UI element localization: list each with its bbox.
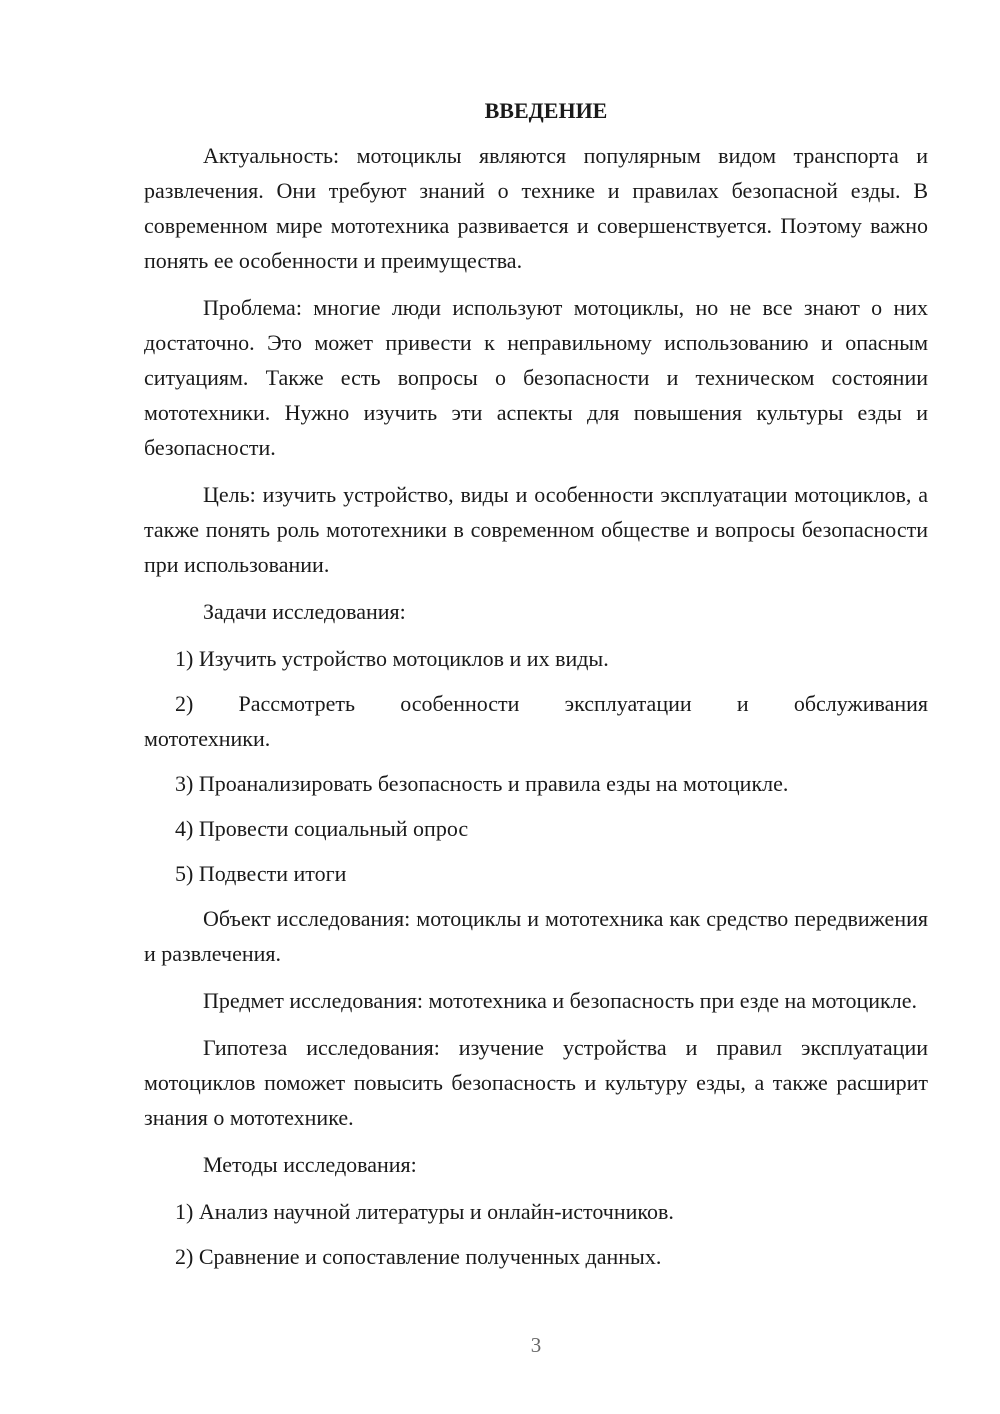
task-item: 5) Подвести итоги	[175, 861, 347, 886]
method-item: 2) Сравнение и сопоставление полученных данных.	[175, 1244, 662, 1269]
task-item: 1) Изучить устройство мотоциклов и их виды.	[175, 646, 609, 671]
goal-paragraph: Цель: изучить устройство, виды и особенности эксплуатации мотоциклов, а также понять роль мототехники в современном обществе и вопросы безопасности при использовании.	[144, 482, 928, 577]
relevance-paragraph: Актуальность: мотоциклы являются популярным видом транспорта и развлечения. Они требуют знаний о технике и правилах безопасной езды. В современном мире мототехника развивается и совершенствуется. Поэтому важно понять ее особенности и преимущества.	[144, 143, 928, 273]
methods-heading: Методы исследования:	[203, 1152, 417, 1177]
section-title: ВВЕДЕНИЕ	[484, 98, 608, 123]
page-content	[144, 96, 928, 1284]
page-number: 3	[530, 1333, 542, 1357]
tasks-heading: Задачи исследования:	[203, 599, 406, 624]
method-item: 1) Анализ научной литературы и онлайн-источников.	[175, 1199, 674, 1224]
subject-paragraph: Предмет исследования: мототехника и безопасность при езде на мотоцикле.	[203, 988, 917, 1013]
object-paragraph: Объект исследования: мотоциклы и мототехника как средство передвижения и развлечения.	[144, 906, 928, 966]
problem-paragraph: Проблема: многие люди используют мотоциклы, но не все знают о них достаточно. Это может привести к неправильному использованию и опасным ситуациям. Также есть вопросы о безопасности и техническом состоянии мототехники. Нужно изучить эти аспекты для повышения культуры езды и безопасности.	[144, 295, 928, 460]
hypothesis-paragraph: Гипотеза исследования: изучение устройства и правил эксплуатации мотоциклов поможет повысить безопасность и культуру езды, а также расширит знания о мототехнике.	[144, 1035, 928, 1130]
task-item: 3) Проанализировать безопасность и правила езды на мотоцикле.	[175, 771, 789, 796]
task-item: 2) Рассмотреть особенности эксплуатации и обслуживания мототехники.	[144, 691, 928, 751]
task-item: 4) Провести социальный опрос	[175, 816, 469, 841]
